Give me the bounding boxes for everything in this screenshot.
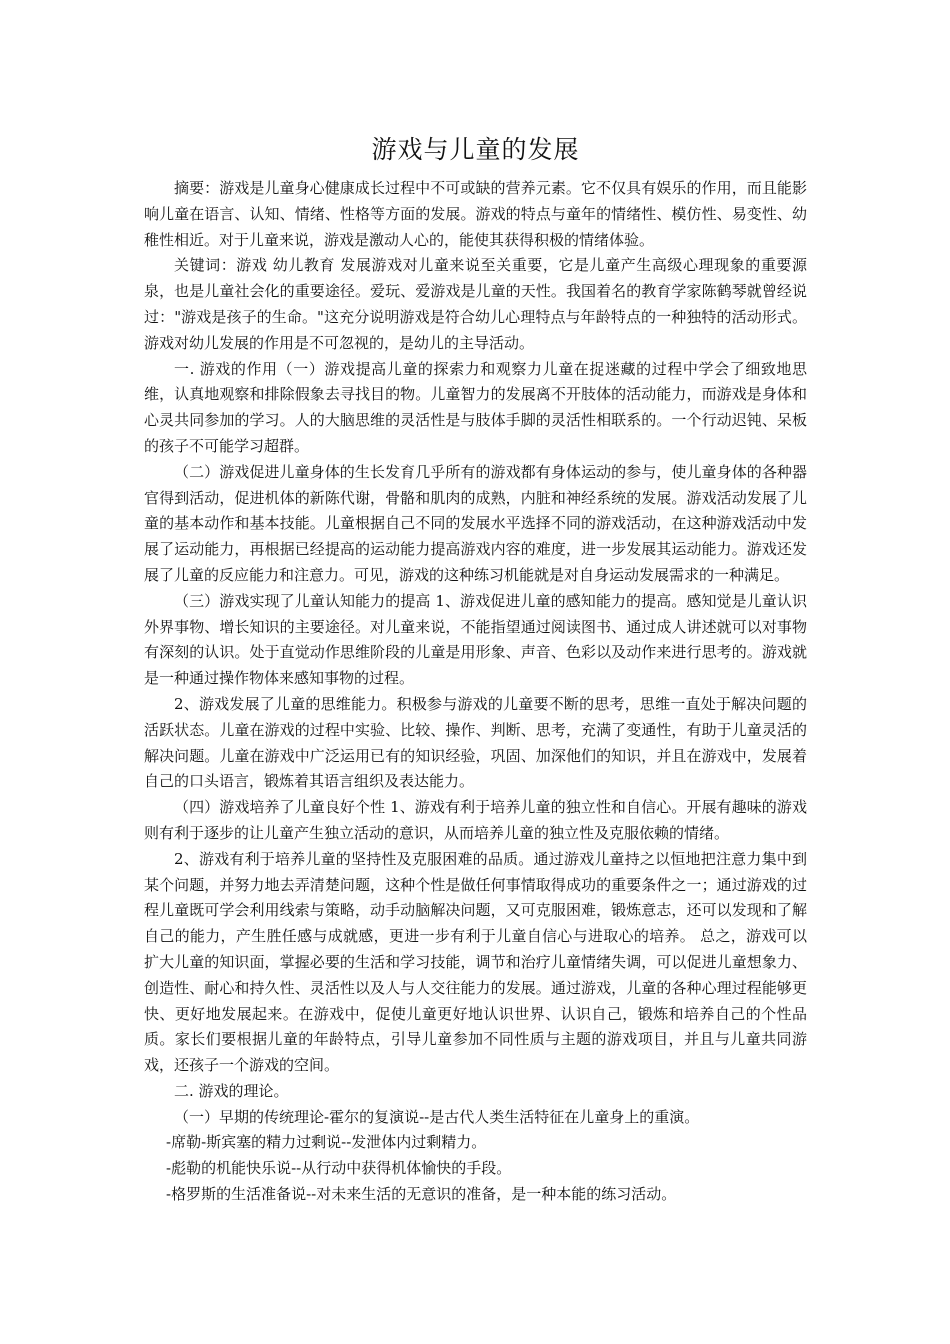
- keywords-paragraph: 关键词：游戏 幼儿教育 发展游戏对儿童来说至关重要，它是儿童产生高级心理现象的重要源泉，也是儿童社会化的重要途径。爱玩、爱游戏是儿童的天性。我国着名的教育学家陈鹤琴就曾经说过："游戏是孩子的生命。"这充分说明游戏是符合幼儿心理特点与年龄特点的一种独特的活动形式。游戏对幼儿发展的作用是不可忽视的，是幼儿的主导活动。: [144, 256, 807, 352]
- section-1-4-paragraph: （四）游戏培养了儿童良好个性 1、游戏有利于培养儿童的独立性和自信心。开展有趣味的游戏则有利于逐步的让儿童产生独立活动的意识，从而培养儿童的独立性及克服依赖的情绪。: [144, 798, 807, 842]
- document-page: [144, 126, 807, 1208]
- theory-item-groos: -格罗斯的生活准备说--对未来生活的无意识的准备，是一种本能的练习活动。: [166, 1185, 677, 1204]
- section-1-3-paragraph: （三）游戏实现了儿童认知能力的提高 1、游戏促进儿童的感知能力的提高。感知觉是儿童认识外界事物、增长知识的主要途径。对儿童来说，不能指望通过阅读图书、通过成人讲述就可以对事物有深刻的认识。处于直觉动作思维阶段的儿童是用形象、声音、色彩以及动作来进行思考的。游戏就是一种通过操作物体来感知事物的过程。: [144, 591, 807, 688]
- section-1-2-paragraph: （二）游戏促进儿童身体的生长发育几乎所有的游戏都有身体运动的参与，使儿童身体的各种器官得到活动，促进机体的新陈代谢，骨骼和肌肉的成熟，内脏和神经系统的发展。游戏活动发展了儿童的基本动作和基本技能。儿童根据自己不同的发展水平选择不同的游戏活动，在这种游戏活动中发展了运动能力，再根据已经提高的运动能力提高游戏内容的难度，进一步发展其运动能力。游戏还发展了儿童的反应能力和注意力。可见，游戏的这种练习机能就是对自身运动发展需求的一种满足。: [144, 462, 807, 584]
- section-1-4-2-paragraph: 2、游戏有利于培养儿童的坚持性及克服困难的品质。通过游戏儿童持之以恒地把注意力集中到某个问题，并努力地去弄清楚问题，这种个性是做任何事情取得成功的重要条件之一；通过游戏的过程儿童既可学会利用线索与策略，动手动脑解决问题，又可克服困难，锻炼意志，还可以发现和了解自己的能力，产生胜任感与成就感，更进一步有利于儿童自信心与进取心的培养。 总之，游戏可以扩大儿童的知识面，掌握必要的生活和学习技能，调节和治疗儿童情绪失调，可以促进儿童想象力、创造性、耐心和持久性、灵活性以及人与人交往能力的发展。通过游戏，儿童的各种心理过程能够更快、更好地发展起来。在游戏中，促使儿童更好地认识世界、认识自己，锻炼和培养自己的个性品质。家长们要根据儿童的年龄特点，引导儿童参加不同性质与主题的游戏项目，并且与儿童共同游戏，还孩子一个游戏的空间。: [144, 849, 807, 1075]
- abstract-paragraph: 摘要：游戏是儿童身心健康成长过程中不可或缺的营养元素。它不仅具有娱乐的作用，而且能影响儿童在语言、认知、情绪、性格等方面的发展。游戏的特点与童年的情绪性、模仿性、易变性、幼稚性相近。对于儿童来说，游戏是激动人心的，能使其获得积极的情绪体验。: [144, 179, 807, 249]
- document-title: 游戏与儿童的发展: [371, 135, 580, 164]
- section-2-1-paragraph: （一）早期的传统理论-霍尔的复演说--是古代人类生活特征在儿童身上的重演。: [174, 1107, 700, 1126]
- section-2-heading: 二. 游戏的理论。: [174, 1081, 289, 1100]
- section-1-3-2-paragraph: 2、游戏发展了儿童的思维能力。积极参与游戏的儿童要不断的思考，思维一直处于解决问题的活跃状态。儿童在游戏的过程中实验、比较、操作、判断、思考，充满了变通性，有助于儿童灵活的解决问题。儿童在游戏中广泛运用已有的知识经验，巩固、加深他们的知识，并且在游戏中，发展着自己的口头语言，锻炼着其语言组织及表达能力。: [144, 694, 807, 791]
- theory-item-buhler: -彪勒的机能快乐说--从行动中获得机体愉快的手段。: [166, 1159, 512, 1178]
- section-1-paragraph: 一. 游戏的作用（一）游戏提高儿童的探索力和观察力儿童在捉迷藏的过程中学会了细致地思维，认真地观察和排除假象去寻找目的物。儿童智力的发展离不开肢体的活动能力，而游戏是身体和心灵共同参加的学习。人的大脑思维的灵活性是与肢体手脚的灵活性相联系的。一个行动迟钝、呆板的孩子不可能学习超群。: [144, 359, 807, 455]
- theory-item-schiller: -席勒-斯宾塞的精力过剩说--发泄体内过剩精力。: [166, 1133, 487, 1152]
